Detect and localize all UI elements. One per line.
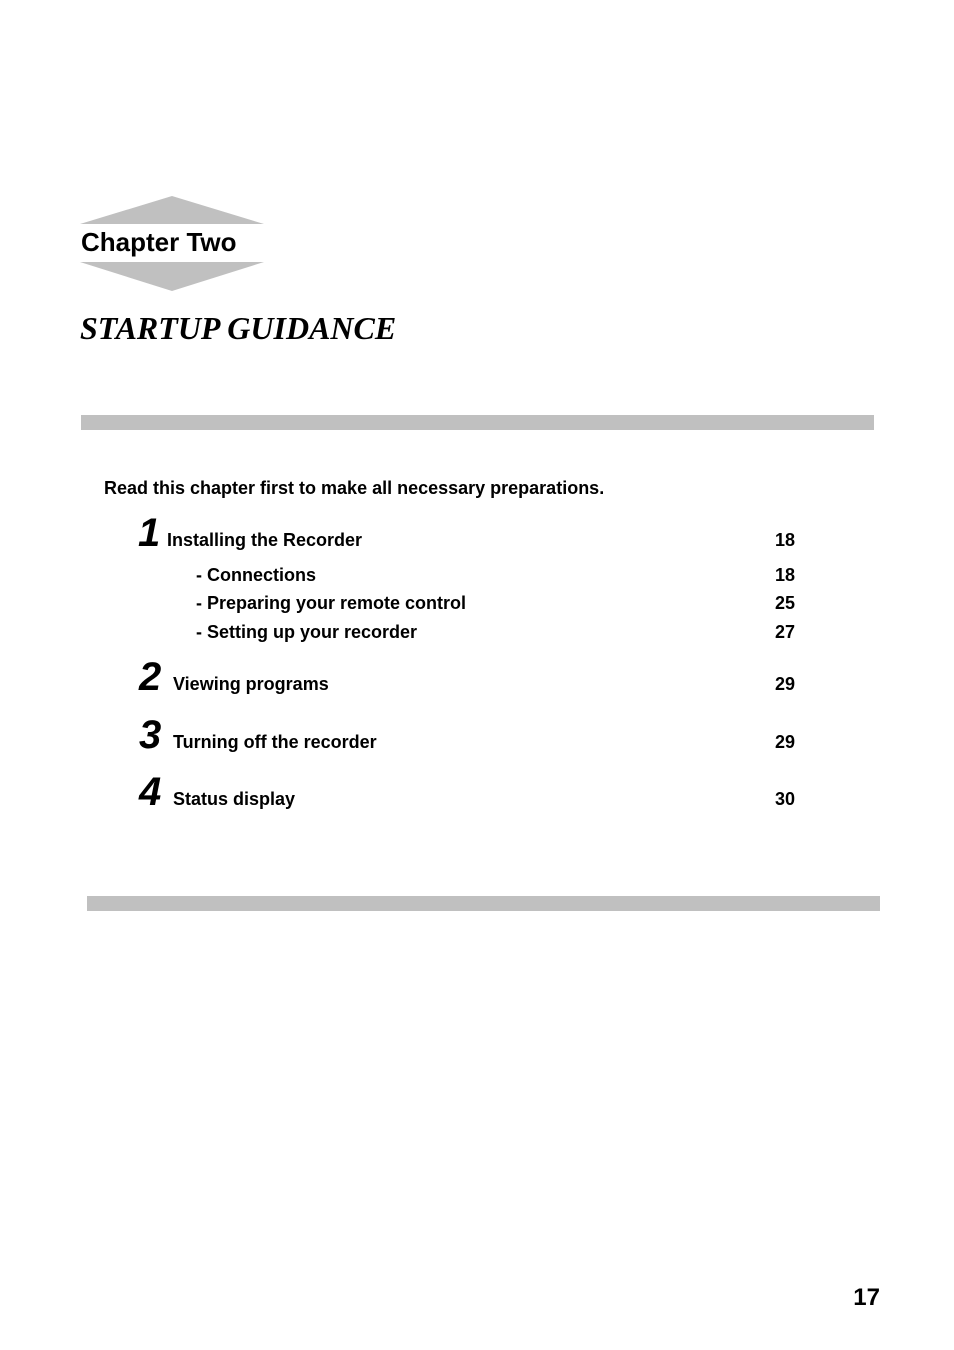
toc-section-page: 29 xyxy=(774,732,795,752)
toc-section-page: 30 xyxy=(774,789,795,809)
toc-subsection-label: - Connections xyxy=(196,565,316,585)
toc-section-label: Viewing programs xyxy=(173,674,329,694)
toc-subsection-page: 25 xyxy=(774,593,795,613)
toc-section-label: Status display xyxy=(173,789,296,809)
toc-subsection-label: - Setting up your recorder xyxy=(196,622,418,642)
toc-section-page: 29 xyxy=(774,674,795,694)
top-divider-bar xyxy=(81,415,874,430)
toc-section-label: Turning off the recorder xyxy=(173,732,377,752)
toc-section-number: 3 xyxy=(139,713,162,757)
toc-section-number: 1 xyxy=(138,511,161,555)
bottom-divider-bar xyxy=(87,896,880,911)
page-number: 17 xyxy=(853,1284,880,1311)
toc-section-page: 18 xyxy=(774,530,795,550)
toc-subsection-page: 27 xyxy=(774,622,795,642)
chapter-title: STARTUP GUIDANCE xyxy=(80,310,397,346)
chapter-label: Chapter Two xyxy=(81,227,237,257)
toc-section-number: 4 xyxy=(139,770,162,814)
toc-subsection-label: - Preparing your remote control xyxy=(196,593,467,613)
toc-section-label: Installing the Recorder xyxy=(167,530,363,550)
intro-text: Read this chapter first to make all necessary preparations. xyxy=(104,478,605,498)
toc-section-number: 2 xyxy=(139,655,162,699)
chapter-badge xyxy=(80,196,264,292)
toc-subsection-page: 18 xyxy=(774,565,795,585)
